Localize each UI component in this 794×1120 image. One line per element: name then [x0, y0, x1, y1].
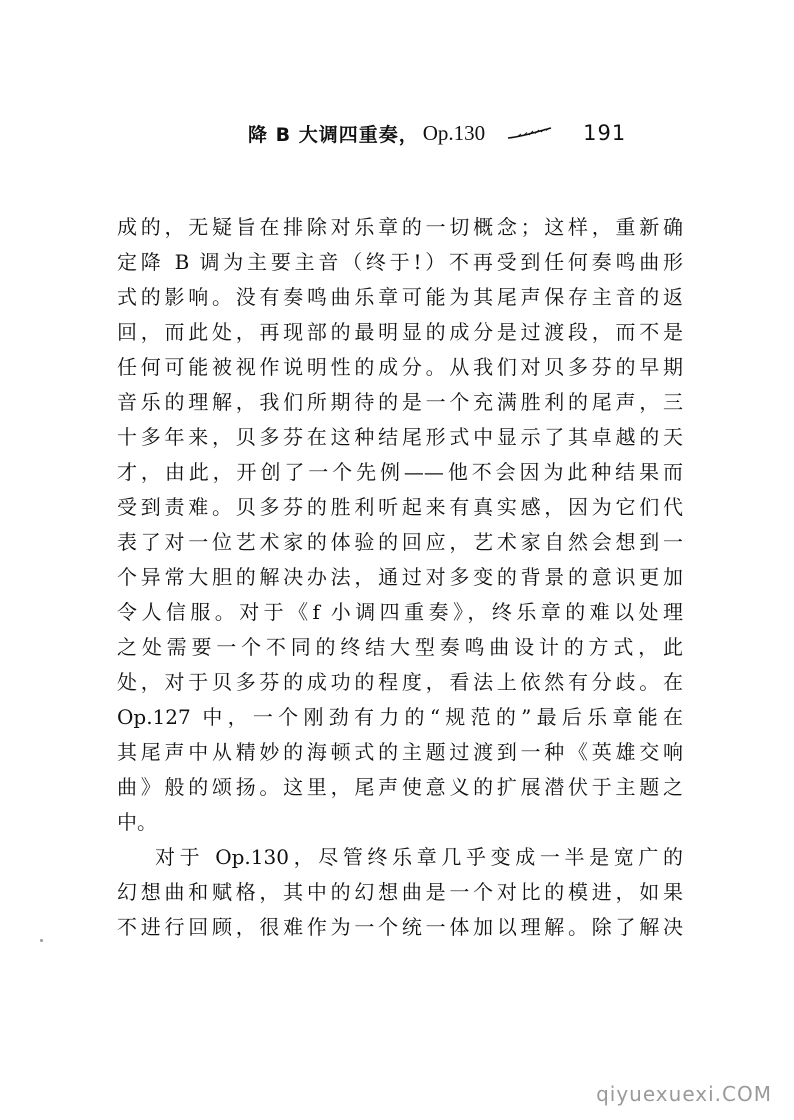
- text-line: 处，对于贝多芬的成功的程度，看法上依然有分歧。在: [117, 670, 683, 694]
- running-header: [248, 118, 626, 148]
- text-line: Op.127 中，一个刚劲有力的“规范的”最后乐章能在: [117, 705, 683, 729]
- text-line: 曲》般的颂扬。这里，尾声使意义的扩展潜伏于主题之: [117, 775, 683, 799]
- text-line: 其尾声中从精妙的海顿式的主题过渡到一种《英雄交响: [117, 740, 683, 764]
- paragraph-1: [117, 210, 683, 840]
- body-text: [117, 210, 683, 945]
- text-line: 令人信服。对于《f 小调四重奏》，终乐章的难以处理: [117, 600, 683, 624]
- text-line: 定降 B 调为主要主音（终于!）不再受到任何奏鸣曲形: [117, 250, 683, 274]
- site-watermark: qiyuexuexi.COM: [596, 1082, 772, 1106]
- page-number: 191: [583, 121, 627, 145]
- text-line: 个异常大胆的解决办法，通过对多变的背景的意识更加: [117, 565, 683, 589]
- quill-ornament-icon: [507, 126, 553, 140]
- text-line: 对于 Op.130，尽管终乐章几乎变成一半是宽广的: [155, 845, 683, 869]
- text-line: 不进行回顾，很难作为一个统一体加以理解。除了解决: [117, 915, 683, 939]
- margin-speck: [40, 939, 43, 942]
- text-line: 成的，无疑旨在排除对乐章的一切概念；这样，重新确: [117, 215, 683, 239]
- text-line: 表了对一位艺术家的体验的回应，艺术家自然会想到一: [117, 530, 683, 554]
- text-line: 音乐的理解，我们所期待的是一个充满胜利的尾声，三: [117, 390, 683, 414]
- text-line: 才，由此，开创了一个先例——他不会因为此种结果而: [117, 460, 683, 484]
- text-line: 幻想曲和赋格，其中的幻想曲是一个对比的模进，如果: [117, 880, 683, 904]
- text-line: 十多年来，贝多芬在这种结尾形式中显示了其卓越的天: [117, 425, 683, 449]
- text-line: 之处需要一个不同的终结大型奏鸣曲设计的方式，此: [117, 635, 683, 659]
- header-title: 降 B 大调四重奏，: [248, 123, 419, 146]
- text-line: 回，而此处，再现部的最明显的成分是过渡段，而不是: [117, 320, 683, 344]
- paragraph-2: [117, 840, 683, 945]
- header-opus: Op.130: [422, 120, 486, 145]
- text-line: 受到责难。贝多芬的胜利听起来有真实感，因为它们代: [117, 495, 683, 519]
- text-line: 式的影响。没有奏鸣曲乐章可能为其尾声保存主音的返: [117, 285, 683, 309]
- text-line: 中。: [117, 810, 157, 834]
- text-line: 任何可能被视作说明性的成分。从我们对贝多芬的早期: [117, 355, 683, 379]
